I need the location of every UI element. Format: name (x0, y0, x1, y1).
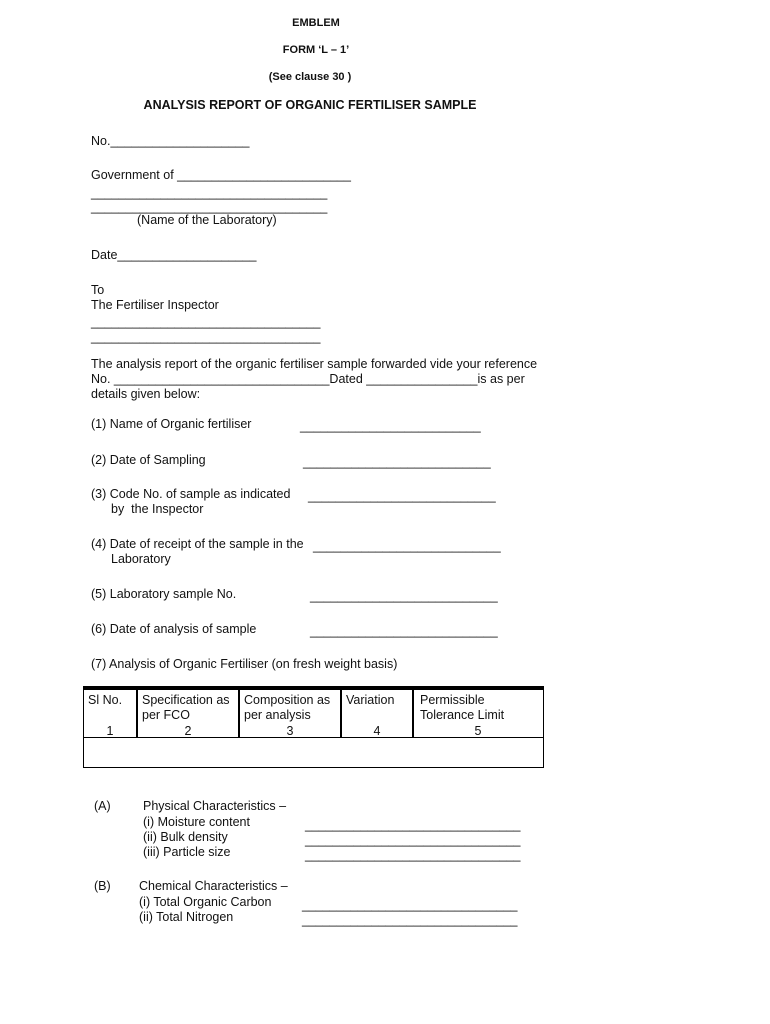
item-blank-line: __________________________ (300, 419, 481, 433)
paragraph-line: The analysis report of the organic fertiliser sample forwarded vide your reference (91, 357, 538, 371)
section-a-title: Physical Characteristics – (143, 799, 287, 813)
section-a-item: (i) Moisture content (143, 815, 250, 829)
government-blank-line: __________________________________ (91, 186, 328, 200)
item-blank-line: ___________________________ (310, 589, 498, 603)
item-date-of-receipt-cont: Laboratory (111, 552, 171, 566)
item-blank-line: ___________________________ (310, 624, 498, 638)
address-blank-line: _________________________________ (91, 315, 321, 329)
item-analysis-heading: (7) Analysis of Organic Fertiliser (on fresh weight basis) (91, 657, 398, 671)
page-title: ANALYSIS REPORT OF ORGANIC FERTILISER SAMPLE (143, 98, 477, 112)
table-header-label: Specification as (142, 693, 230, 707)
table-header-cell (414, 690, 542, 737)
section-a-item: (ii) Bulk density (143, 830, 228, 844)
paragraph-line: details given below: (91, 387, 201, 401)
clause-reference: (See clause 30 ) (268, 71, 352, 83)
table-column-number: 5 (474, 724, 482, 738)
section-b-title: Chemical Characteristics – (139, 879, 288, 893)
table-column-number: 4 (373, 724, 381, 738)
item-organic-fertiliser-name: (1) Name of Organic fertiliser (91, 417, 252, 431)
table-header-cell (342, 690, 412, 737)
item-blank-line: ___________________________ (308, 489, 496, 503)
item-laboratory-sample-no: (5) Laboratory sample No. (91, 587, 237, 601)
section-b-item: (ii) Total Nitrogen (139, 910, 234, 924)
addressee-to: To (91, 283, 105, 297)
item-blank-line: ___________________________ (313, 539, 501, 553)
table-column-number: 1 (106, 724, 114, 738)
item-code-number: (3) Code No. of sample as indicated (91, 487, 291, 501)
table-header-label: Composition as (244, 693, 331, 707)
section-b-label: (B) (94, 879, 111, 893)
table-header-label: Sl No. (88, 693, 123, 707)
table-header-cell (138, 690, 238, 737)
report-number-field: No.____________________ (91, 134, 250, 148)
emblem-label: EMBLEM (292, 17, 340, 29)
table-header-cell (84, 690, 136, 737)
government-field: Government of _________________________ (91, 168, 351, 182)
section-b-item: (i) Total Organic Carbon (139, 895, 272, 909)
item-date-of-analysis: (6) Date of analysis of sample (91, 622, 257, 636)
section-a-blank-line: _______________________________ (305, 833, 521, 847)
paragraph-line: No. _______________________________Dated ________________is as per (91, 372, 525, 386)
table-header-label: Tolerance Limit (420, 708, 505, 722)
date-field: Date____________________ (91, 248, 257, 262)
table-header-label: per FCO (142, 708, 190, 722)
section-a-label: (A) (94, 799, 111, 813)
table-header-label: Permissible (420, 693, 485, 707)
section-a-blank-line: _______________________________ (305, 818, 521, 832)
item-blank-line: ___________________________ (303, 455, 491, 469)
table-column-number: 3 (286, 724, 294, 738)
section-a-blank-line: _______________________________ (305, 848, 521, 862)
laboratory-name-caption: (Name of the Laboratory) (137, 213, 277, 227)
table-column-number: 2 (184, 724, 192, 738)
analysis-table (83, 686, 544, 768)
address-blank-line: _________________________________ (91, 330, 321, 344)
table-header-label: per analysis (244, 708, 311, 722)
form-number: FORM ‘L – 1’ (282, 44, 350, 56)
table-header-cell (240, 690, 340, 737)
table-header-label: Variation (346, 693, 395, 707)
item-date-of-receipt: (4) Date of receipt of the sample in the (91, 537, 304, 551)
section-b-blank-line: _______________________________ (302, 898, 518, 912)
section-b-blank-line: _______________________________ (302, 913, 518, 927)
table-header-row (84, 690, 543, 738)
government-blank-line: __________________________________ (91, 200, 328, 214)
item-date-of-sampling: (2) Date of Sampling (91, 453, 206, 467)
addressee-inspector: The Fertiliser Inspector (91, 298, 219, 312)
item-code-number-cont: by the Inspector (111, 502, 204, 516)
section-a-item: (iii) Particle size (143, 845, 231, 859)
